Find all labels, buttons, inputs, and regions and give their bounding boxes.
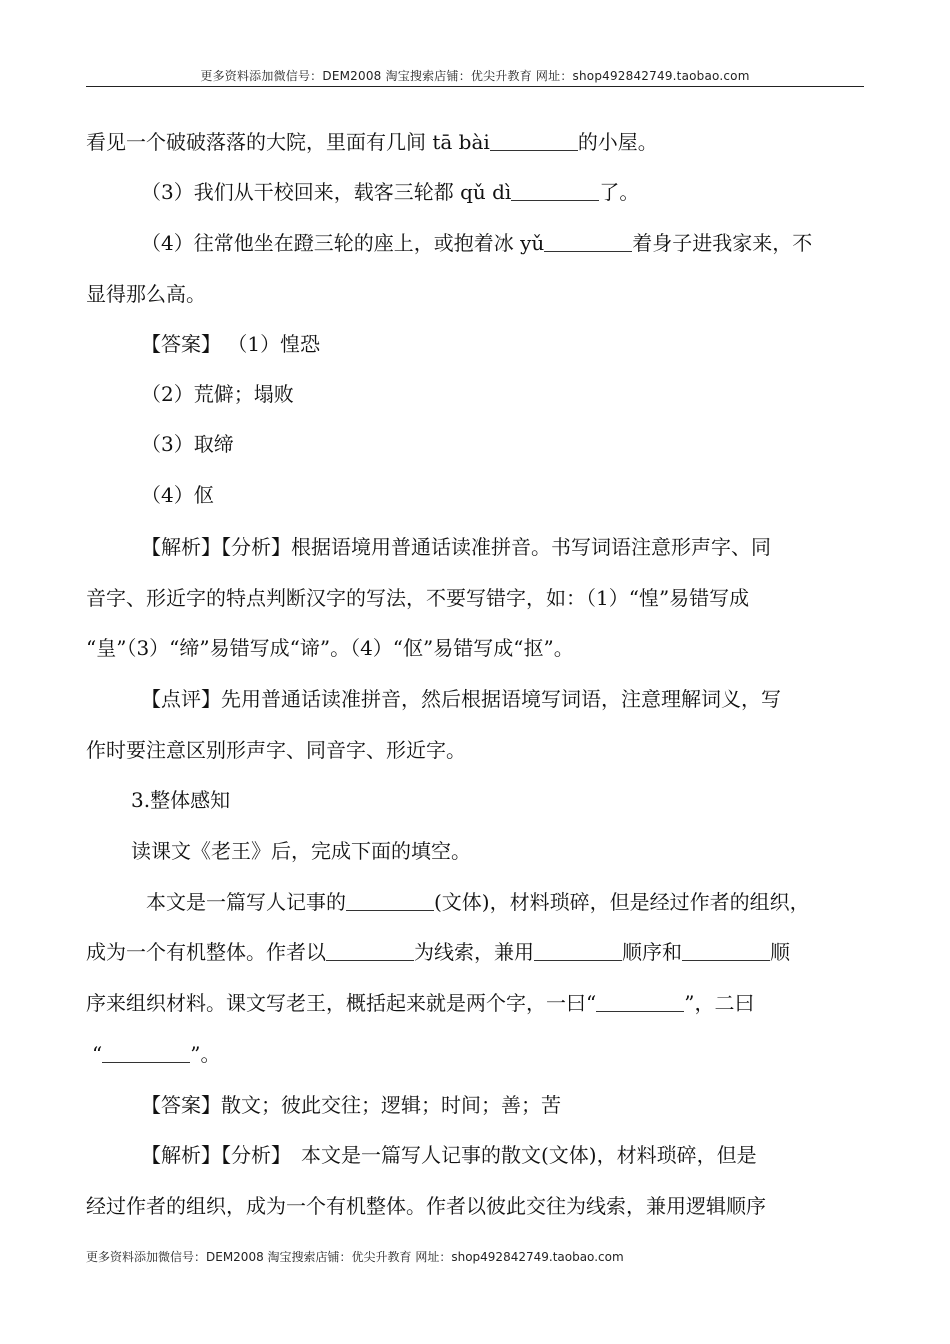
answer-line: （2）荒僻；塌败 xyxy=(141,382,294,406)
answer-line: 【答案】散文；彼此交往；逻辑；时间；善；苦 xyxy=(141,1093,561,1117)
text-segment: ”。 xyxy=(190,1042,221,1066)
text-segment: 着身子进我家来，不 xyxy=(632,231,813,255)
text-segment: (文体)，材料琐碎，但是经过作者的组织， xyxy=(434,890,810,914)
text-segment: “ xyxy=(92,1042,103,1066)
analysis-line: 【解析】【分析】 本文是一篇写人记事的散文(文体)，材料琐碎，但是 xyxy=(141,1143,757,1167)
analysis-line: 【解析】【分析】根据语境用普通话读准拼音。书写词语注意形声字、同 xyxy=(141,535,771,559)
answer-blank xyxy=(682,940,770,961)
text-segment: 了。 xyxy=(599,180,640,204)
text-segment: 看见一个破破落落的大院，里面有几间 tā bài xyxy=(86,130,490,154)
section-heading: 3.整体感知 xyxy=(131,788,231,812)
text-segment: 顺序和 xyxy=(622,940,682,964)
text-segment: 本文是一篇写人记事的 xyxy=(146,890,346,914)
question-line xyxy=(86,989,754,1017)
page-header: 更多资料添加微信号：DEM2008 淘宝搜索店铺：优尖升教育 网址：shop492842749.taobao.com xyxy=(200,69,750,83)
answer-line: （3）取缔 xyxy=(141,432,234,456)
question-line xyxy=(92,1040,220,1068)
answer-blank xyxy=(534,940,622,961)
answer-line: （4）伛 xyxy=(141,483,214,507)
answer-blank xyxy=(326,940,414,961)
text-segment: 的小屋。 xyxy=(577,130,658,154)
text-line xyxy=(141,229,812,257)
text-segment: 序来组织材料。课文写老王，概括起来就是两个字，一曰“ xyxy=(86,991,597,1015)
text-segment: 顺 xyxy=(770,940,790,964)
text-line xyxy=(86,128,658,156)
answer-line: 【答案】 （1）惶恐 xyxy=(141,332,321,356)
analysis-line: “皇”（3）“缔”易错写成“谛”。（4）“伛”易错写成“抠”。 xyxy=(86,636,574,660)
comment-line: 【点评】先用普通话读准拼音，然后根据语境写词语，注意理解词义，写 xyxy=(141,687,781,711)
text-segment: 为线索，兼用 xyxy=(414,940,534,964)
answer-blank xyxy=(544,231,632,252)
answer-blank xyxy=(511,180,599,201)
answer-blank xyxy=(346,890,434,911)
text-line xyxy=(141,178,639,206)
text-segment: （4）往常他坐在蹬三轮的座上，或抱着冰 yǔ xyxy=(141,231,545,255)
analysis-line: 音字、形近字的特点判断汉字的写法，不要写错字，如：（1）“惶”易错写成 xyxy=(86,586,750,610)
question-line xyxy=(146,888,810,916)
answer-blank xyxy=(490,130,578,151)
instruction-line: 读课文《老王》后，完成下面的填空。 xyxy=(131,839,471,863)
text-segment: （3）我们从干校回来，载客三轮都 qǔ dì xyxy=(141,180,512,204)
comment-line: 作时要注意区别形声字、同音字、形近字。 xyxy=(86,738,466,762)
question-line xyxy=(86,938,790,966)
answer-blank xyxy=(102,1042,190,1063)
header-rule xyxy=(86,86,864,87)
answer-blank xyxy=(596,991,684,1012)
text-line: 显得那么高。 xyxy=(86,282,206,306)
text-segment: 成为一个有机整体。作者以 xyxy=(86,940,326,964)
analysis-line: 经过作者的组织，成为一个有机整体。作者以彼此交往为线索，兼用逻辑顺序 xyxy=(86,1194,766,1218)
text-segment: ”，二曰 xyxy=(684,991,755,1015)
page-footer: 更多资料添加微信号：DEM2008 淘宝搜索店铺：优尖升教育 网址：shop492842749.taobao.com xyxy=(86,1250,624,1264)
